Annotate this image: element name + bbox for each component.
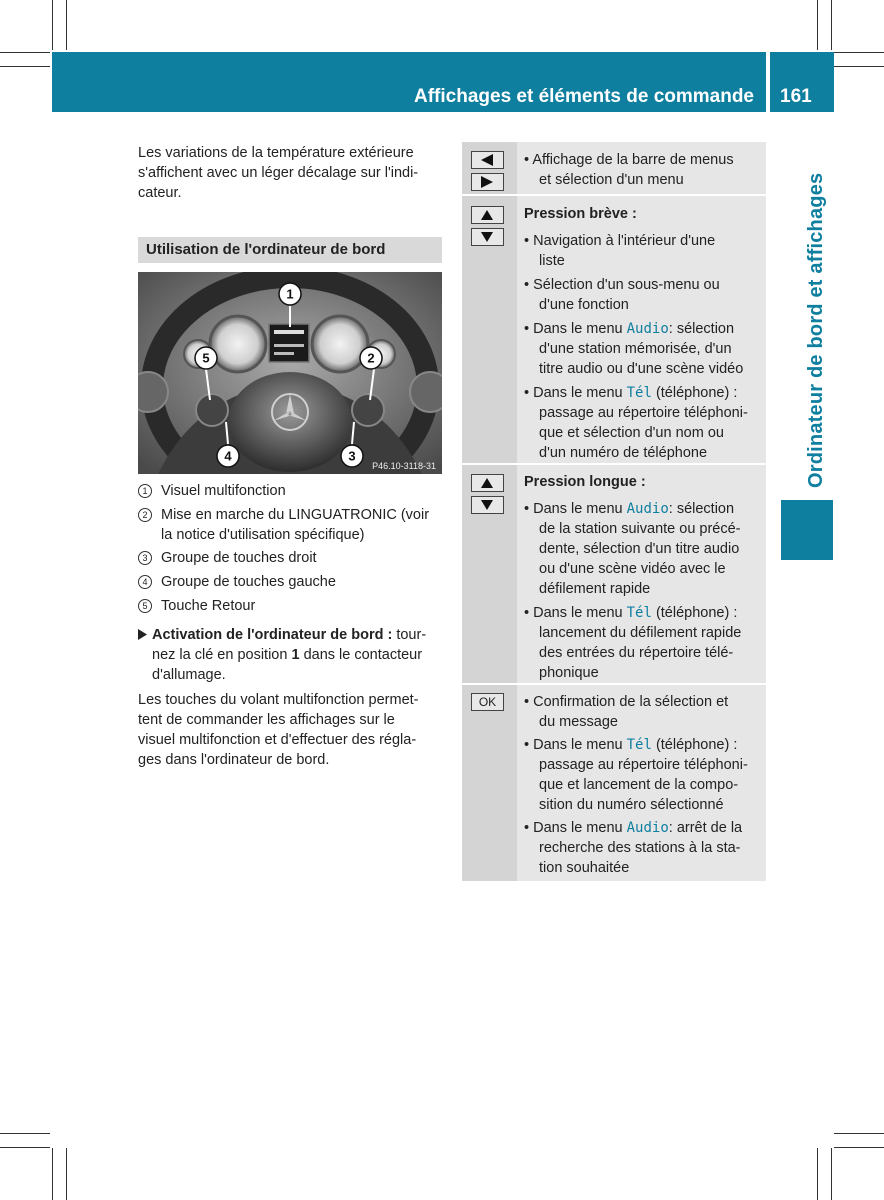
text-line: Dans le menu — [533, 605, 623, 621]
action-step — [138, 625, 443, 685]
legend-number: 5 — [138, 599, 152, 613]
text-line: Les variations de la température extérieure — [138, 145, 414, 161]
menu-code: Tél — [626, 737, 652, 753]
down-arrow-key — [471, 496, 504, 514]
legend-text: la notice d'utilisation spécifique) — [161, 527, 365, 543]
ok-key: OK — [471, 693, 504, 711]
chapter-side-tab — [781, 150, 827, 490]
text-line: des entrées du répertoire télé- — [539, 645, 734, 661]
menu-code: Audio — [626, 501, 669, 517]
legend-text: Groupe de touches gauche — [161, 574, 336, 590]
svg-text:5: 5 — [202, 350, 210, 366]
down-arrow-key — [471, 228, 504, 246]
text-line: que et sélection d'un nom ou — [539, 425, 724, 441]
figure-code: P46.10-3118-31 — [372, 461, 436, 471]
crop-mark — [831, 0, 832, 50]
svg-text:3: 3 — [348, 448, 356, 464]
text-line: d'une fonction — [539, 297, 629, 313]
text-line: dans le contacteur — [303, 647, 423, 663]
text-line: (téléphone) : — [655, 385, 738, 401]
crop-mark — [0, 52, 50, 53]
text-line: défilement rapide — [539, 581, 651, 597]
callout-2 — [360, 347, 382, 369]
svg-text:2: 2 — [367, 350, 375, 366]
row1-content: • Affichage de la barre de menus et sélection d'un menu — [524, 150, 764, 190]
intro-paragraph — [138, 143, 443, 203]
chapter-marker — [781, 500, 833, 560]
crop-mark — [52, 0, 53, 50]
row-separator — [462, 683, 766, 685]
callout-5 — [195, 347, 217, 369]
action-label: Activation de l'ordinateur de bord : — [152, 627, 393, 643]
text-line: : sélection — [668, 501, 735, 517]
callout-4 — [217, 445, 239, 467]
row-separator — [462, 194, 766, 196]
crop-mark — [66, 0, 67, 50]
legend-item — [138, 548, 448, 568]
legend-item — [138, 572, 448, 592]
section-title: Utilisation de l'ordinateur de bord — [146, 241, 386, 258]
legend-number: 3 — [138, 551, 152, 565]
menu-code: Tél — [626, 605, 652, 621]
text-line: passage au répertoire téléphoni- — [539, 405, 748, 421]
menu-code: Audio — [626, 321, 669, 337]
legend-text: Touche Retour — [161, 598, 256, 614]
text-line: Navigation à l'intérieur d'une — [533, 233, 716, 249]
left-arrow-icon — [480, 154, 494, 166]
up-arrow-key — [471, 474, 504, 492]
svg-text:4: 4 — [224, 448, 232, 464]
text-line: Dans le menu — [533, 385, 623, 401]
text-line: Dans le menu — [533, 820, 623, 836]
crop-mark — [0, 66, 50, 67]
page-number-box — [770, 52, 834, 112]
text-line: Dans le menu — [533, 321, 623, 337]
text-line: du message — [539, 714, 618, 730]
left-arrow-key — [471, 151, 504, 169]
legend-text: Visuel multifonction — [161, 483, 286, 499]
text-line: lancement du défilement rapide — [539, 625, 742, 641]
crop-mark — [834, 1133, 884, 1134]
text-line: tent de commander les affichages sur le — [138, 712, 395, 728]
text-line: Dans le menu — [533, 737, 623, 753]
text-line: cateur. — [138, 185, 182, 201]
right-arrow-key — [471, 173, 504, 191]
text-line: ges dans l'ordinateur de bord. — [138, 752, 330, 768]
text-line: de la station suivante ou précé- — [539, 521, 741, 537]
row-separator — [462, 463, 766, 465]
body-paragraph — [138, 690, 443, 770]
menu-code: Tél — [626, 385, 652, 401]
crop-mark — [834, 52, 884, 53]
legend-text: Groupe de touches droit — [161, 550, 317, 566]
steering-wheel-figure — [138, 272, 442, 474]
legend-number: 2 — [138, 508, 152, 522]
crop-mark — [817, 1148, 818, 1200]
text-line: d'allumage. — [152, 667, 226, 683]
chapter-title: Ordinateur de bord et affichages — [805, 172, 827, 488]
text-line: titre audio ou d'une scène vidéo — [539, 361, 744, 377]
text-line: et sélection d'un menu — [539, 172, 684, 188]
text-line: passage au répertoire téléphoni- — [539, 757, 748, 773]
down-arrow-icon — [480, 231, 494, 243]
text-line: : arrêt de la — [668, 820, 743, 836]
up-arrow-icon — [480, 209, 494, 221]
crop-mark — [831, 1148, 832, 1200]
crop-mark — [817, 0, 818, 50]
action-arrow-icon — [138, 629, 147, 640]
menu-code: Audio — [626, 820, 669, 836]
legend-text: Mise en marche du LINGUATRONIC (voir — [161, 507, 430, 523]
text-line: Confirmation de la sélection et — [533, 694, 729, 710]
callout-3 — [341, 445, 363, 467]
right-arrow-icon — [480, 176, 494, 188]
down-arrow-icon — [480, 499, 494, 511]
page-number: 161 — [780, 86, 812, 107]
text-line: liste — [539, 253, 565, 269]
crop-mark — [834, 66, 884, 67]
row3-content: Pression longue : • Dans le menu Audio: sélection de la station suivante ou précé- dente, sélection d'un titre audio ou d'une scène vidéo avec le défilement rapide • Dans le menu Tél (téléphone) : lancement du défilement rapide des entrées du répertoire télé- phonique — [524, 472, 764, 683]
text-line: d'une station mémorisée, d'un — [539, 341, 732, 357]
legend-item — [138, 596, 448, 616]
text-line: (téléphone) : — [655, 605, 738, 621]
section-heading — [138, 237, 442, 263]
page-header — [52, 52, 766, 112]
row2-content: Pression brève : • Navigation à l'intérieur d'une liste • Sélection d'un sous-menu ou d'une fonction • Dans le menu Audio: sélection d'une station mémorisée, d'un titre audio ou d'une scène vidéo • Dans le menu Tél (téléphone) : passage au répertoire téléphoni- que et sélection d'un nom ou d'un numéro de téléphone — [524, 204, 764, 463]
text-line: Dans le menu — [533, 501, 623, 517]
crop-mark — [66, 1148, 67, 1200]
text-line: Sélection d'un sous-menu ou — [533, 277, 720, 293]
svg-text:1: 1 — [286, 286, 294, 302]
up-arrow-key — [471, 206, 504, 224]
text-line: visuel multifonction et d'effectuer des régla- — [138, 732, 417, 748]
text-line: Affichage de la barre de menus — [532, 152, 734, 168]
row-heading: Pression longue : — [524, 474, 646, 490]
crop-mark — [0, 1133, 50, 1134]
header-title: Affichages et éléments de commande — [414, 86, 754, 107]
text-line: tour- — [396, 627, 427, 643]
legend-item — [138, 481, 448, 501]
crop-mark — [0, 1147, 50, 1148]
row4-content: • Confirmation de la sélection et du message • Dans le menu Tél (téléphone) : passage au répertoire téléphoni- que et lancement de la compo- sition du numéro sélectionné • Dans le menu Audio: arrêt de la recherche des stations à la sta- tion souhaitée — [524, 692, 764, 878]
text-line: ou d'une scène vidéo avec le — [539, 561, 726, 577]
up-arrow-icon — [480, 477, 494, 489]
text-line: : sélection — [668, 321, 735, 337]
text-line: sition du numéro sélectionné — [539, 797, 724, 813]
text-line: phonique — [539, 665, 599, 681]
text-line: d'un numéro de téléphone — [539, 445, 708, 461]
crop-mark — [834, 1147, 884, 1148]
text-line: tion souhaitée — [539, 860, 630, 876]
text-line: nez la clé en position — [152, 647, 288, 663]
text-line: (téléphone) : — [655, 737, 738, 753]
text-line: recherche des stations à la sta- — [539, 840, 741, 856]
text-line: dente, sélection d'un titre audio — [539, 541, 740, 557]
legend-number: 4 — [138, 575, 152, 589]
crop-mark — [52, 1148, 53, 1200]
text-line: Les touches du volant multifonction permet- — [138, 692, 419, 708]
callout-1 — [279, 283, 301, 305]
text-line: s'affichent avec un léger décalage sur l'indi- — [138, 165, 419, 181]
legend-item — [138, 505, 448, 545]
position-value: 1 — [291, 647, 300, 663]
row-heading: Pression brève : — [524, 206, 637, 222]
text-line: que et lancement de la compo- — [539, 777, 739, 793]
legend-number: 1 — [138, 484, 152, 498]
